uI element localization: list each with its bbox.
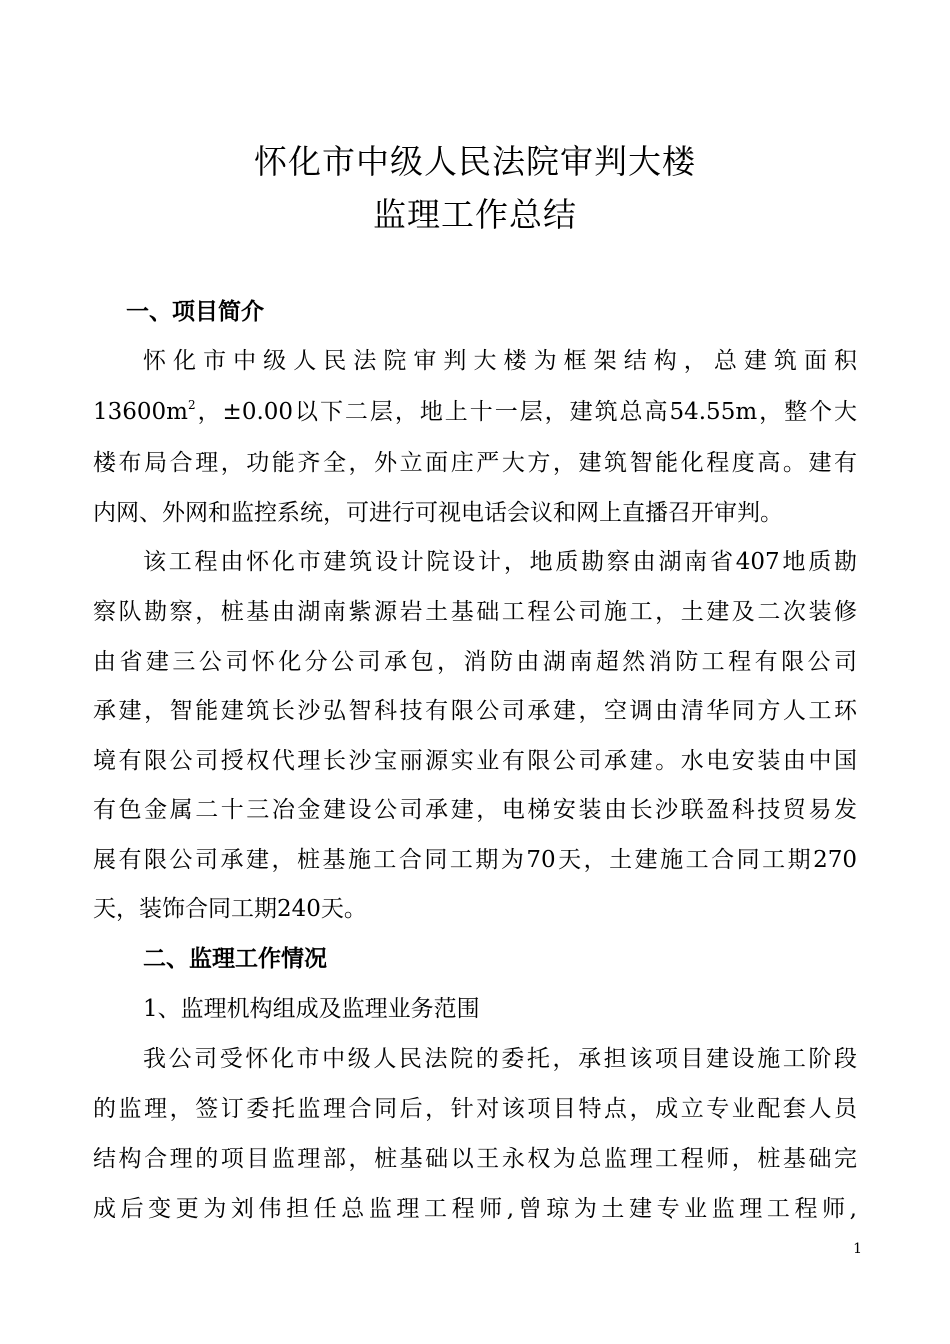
paragraph-text: ，±0.00以下二层，地上十一层，建筑总高54.55m，整个大 — [195, 399, 857, 425]
paragraph-line: 由省建三公司怀化分公司承包，消防由湖南超然消防工程有限公司 — [93, 649, 857, 675]
paragraph-line: 楼布局合理，功能齐全，外立面庄严大方，建筑智能化程度高。建有 — [93, 450, 857, 476]
paragraph-line: 天，装饰合同工期240天。 — [93, 896, 367, 922]
paragraph-line: 内网、外网和监控系统，可进行可视电话会议和网上直播召开审判。 — [93, 500, 783, 526]
paragraph-line: 怀化市中级人民法院审判大楼为框架结构，总建筑面积 — [143, 348, 857, 374]
paragraph-line: 的监理，签订委托监理合同后，针对该项目特点，成立专业配套人员 — [93, 1096, 857, 1122]
paragraph-line: 察队勘察，桩基由湖南紫源岩土基础工程公司施工，土建及二次装修 — [93, 599, 857, 625]
area-value: 13600m — [93, 399, 188, 425]
subheading-line: 1、监理机构组成及监理业务范围 — [143, 996, 480, 1022]
document-title: 怀化市中级人民法院审判大楼 — [254, 142, 696, 181]
paragraph-line: 境有限公司授权代理长沙宝丽源实业有限公司承建。水电安装由中国 — [93, 748, 857, 774]
document-subtitle: 监理工作总结 — [373, 195, 577, 234]
page-number: 1 — [853, 1241, 862, 1257]
superscript-2: 2 — [187, 398, 196, 412]
section-heading-project-intro: 一、项目简介 — [126, 299, 264, 325]
paragraph-line: 该工程由怀化市建筑设计院设计，地质勘察由湖南省407地质勘 — [143, 549, 857, 575]
paragraph-line: 展有限公司承建，桩基施工合同工期为70天，土建施工合同工期270 — [93, 847, 857, 873]
paragraph-line: 结构合理的项目监理部，桩基础以王永权为总监理工程师，桩基础完 — [93, 1146, 857, 1172]
paragraph-line: 有色金属二十三冶金建设公司承建，电梯安装由长沙联盈科技贸易发 — [93, 797, 857, 823]
paragraph-line: 我公司受怀化市中级人民法院的委托，承担该项目建设施工阶段 — [143, 1046, 857, 1072]
paragraph-line: 成后变更为刘伟担任总监理工程师,曾琼为土建专业监理工程师, — [93, 1196, 857, 1222]
paragraph-line: 承建，智能建筑长沙弘智科技有限公司承建，空调由清华同方人工环 — [93, 698, 857, 724]
section-heading-supervision-work: 二、监理工作情况 — [143, 946, 327, 972]
paragraph-line — [93, 397, 857, 427]
